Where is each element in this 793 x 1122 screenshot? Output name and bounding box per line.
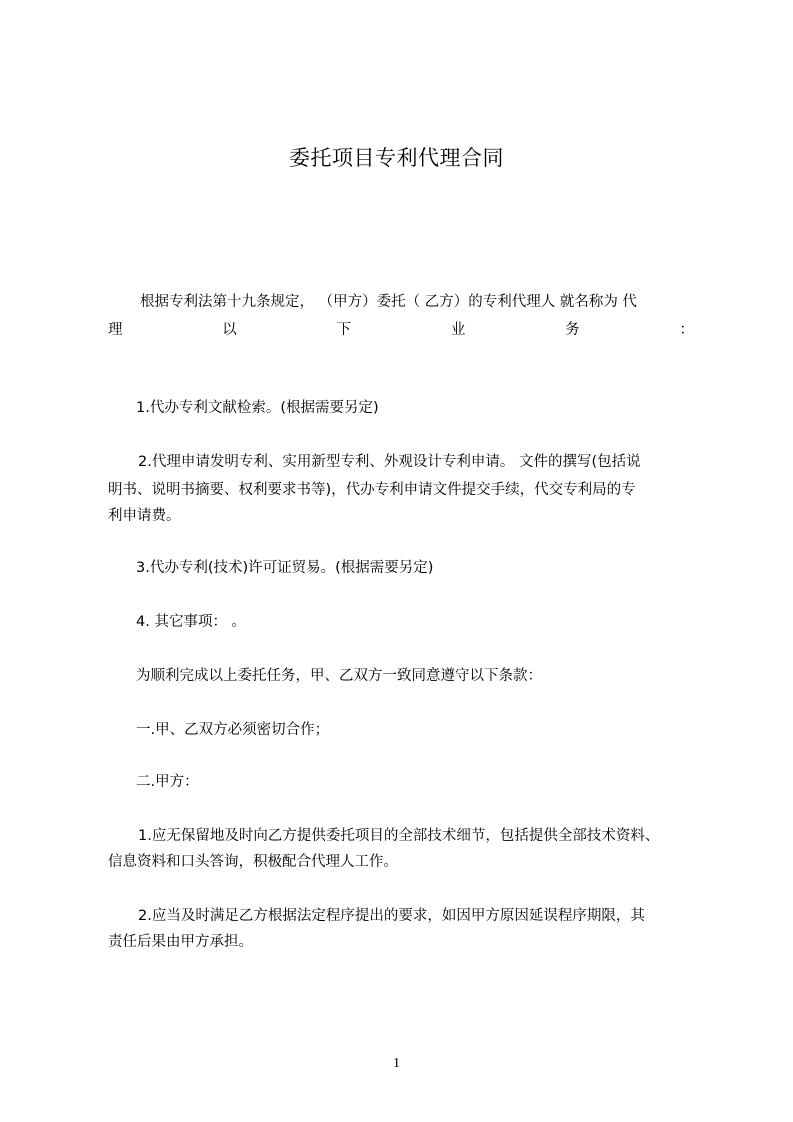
item-2-line-3: 利申请费。: [108, 508, 181, 524]
clause-1: 一.甲、乙双方必须密切合作；: [136, 722, 330, 738]
clause-2-item-2-line-1: 2.应当及时满足乙方根据法定程序提出的要求，如因甲方原因延误程序期限，其: [138, 908, 645, 924]
intro-paragraph-line-1: 根据专利法第十九条规定， （甲方）委托（ 乙方）的专利代理人 就名称为 代: [140, 294, 637, 310]
intro-char: ：: [679, 322, 694, 338]
document-title: 委托项目专利代理合同: [289, 146, 504, 170]
clause-2-heading: 二.甲方：: [136, 774, 199, 790]
agreement-statement: 为顺利完成以上委托任务，甲、乙双方一致同意遵守以下条款：: [136, 668, 542, 684]
intro-char: 业: [450, 322, 466, 338]
clause-2-item-2-line-2: 责任后果由甲方承担。: [108, 934, 253, 950]
intro-char: 以: [222, 322, 237, 338]
item-4: 4. 其它事项： 。: [136, 614, 247, 630]
intro-char: 务: [565, 322, 580, 338]
intro-char: 理: [108, 322, 123, 338]
intro-char: 下: [336, 322, 352, 338]
page-number: 1: [393, 1056, 400, 1071]
clause-2-item-1-line-1: 1.应无保留地及时向乙方提供委托项目的全部技术细节，包括提供全部技术资料、: [138, 828, 660, 844]
item-2-line-1: 2.代理申请发明专利、实用新型专利、外观设计专利申请。 文件的撰写(包括说: [138, 454, 641, 470]
item-2-line-2: 明书、说明书摘要、权利要求书等)，代办专利申请文件提交手续，代交专利局的专: [108, 482, 636, 498]
item-3: 3.代办专利(技术)许可证贸易。(根据需要另定): [136, 560, 434, 576]
item-1: 1.代办专利文献检索。(根据需要另定): [136, 400, 379, 416]
intro-paragraph-line-2: [108, 320, 694, 340]
clause-2-item-1-line-2: 信息资料和口头答询，积极配合代理人工作。: [108, 854, 398, 870]
